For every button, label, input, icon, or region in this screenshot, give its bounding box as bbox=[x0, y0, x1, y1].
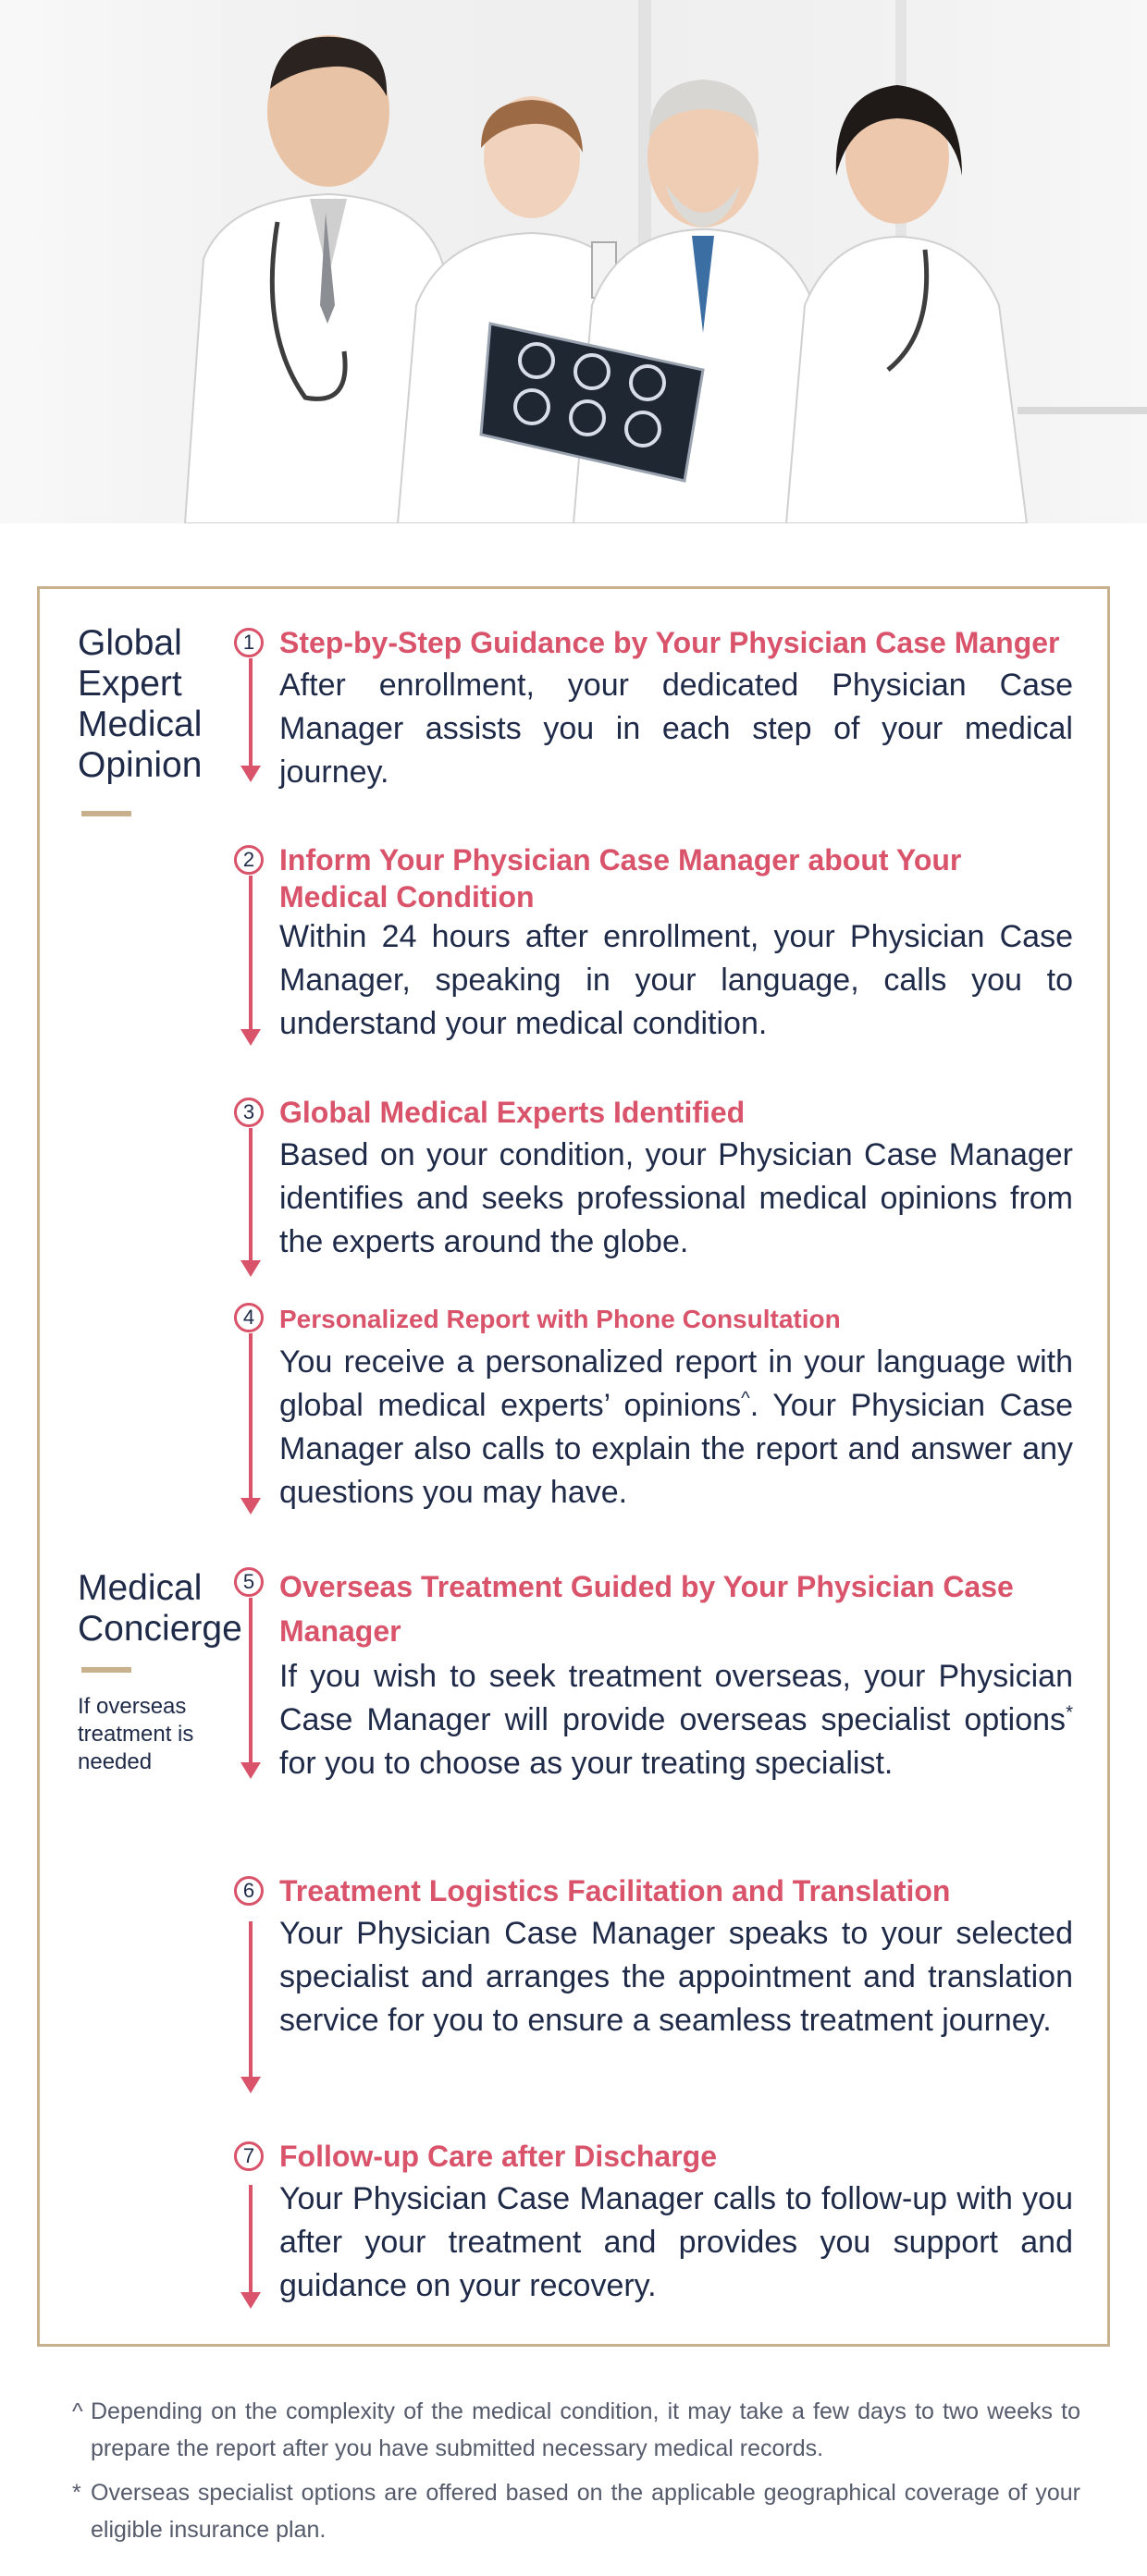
section-divider bbox=[81, 811, 131, 816]
footnote-marker: * bbox=[1066, 1702, 1073, 1723]
step-number-badge: 5 bbox=[234, 1567, 264, 1597]
step-title: Personalized Report with Phone Consultation bbox=[279, 1305, 841, 1333]
step-body: Based on your condition, your Physician Case Manager identifies and seeks professional medical opinions from the experts around the globe. bbox=[279, 1137, 1073, 1259]
step-arrow-icon bbox=[240, 2077, 261, 2093]
doctors-group-photo bbox=[0, 0, 1147, 523]
step-title: Inform Your Physician Case Manager about Your Medical Condition bbox=[279, 843, 962, 914]
step-title: Treatment Logistics Facilitation and Translation bbox=[279, 1874, 951, 1907]
step-body-text: If you wish to seek treatment overseas, your Physician Case Manager will provide overseas specialist options bbox=[279, 1659, 1073, 1737]
footnote-1 bbox=[72, 2393, 1080, 2467]
step-title: Step-by-Step Guidance by Your Physician Case Manger bbox=[279, 626, 1060, 659]
step-connector-line bbox=[249, 876, 253, 1031]
step-body bbox=[279, 1655, 1073, 1785]
step-number-badge: 1 bbox=[234, 628, 264, 657]
step-body-text: You receive a personalized report in your language with global medical experts’ opinions bbox=[279, 1344, 1073, 1423]
section-note-line: If overseas bbox=[78, 1694, 187, 1719]
footnote-text: Overseas specialist options are offered based on the applicable geographical coverage of your eligible insurance plan. bbox=[91, 2480, 1080, 2543]
header-photo bbox=[0, 0, 1147, 523]
section-label-line: Global bbox=[78, 623, 182, 663]
step-arrow-icon bbox=[240, 2292, 261, 2309]
step-arrow-icon bbox=[240, 766, 261, 782]
section-note-line: needed bbox=[78, 1749, 153, 1774]
step-connector-line bbox=[249, 1333, 253, 1500]
footnote-text: Depending on the complexity of the medical condition, it may take a few days to two weeks to prepare the report after you have submitted necessary medical records. bbox=[91, 2398, 1080, 2461]
step-connector-line bbox=[249, 2185, 253, 2294]
step-title: Follow-up Care after Discharge bbox=[279, 2140, 717, 2173]
step-connector-line bbox=[249, 1598, 253, 1764]
section-label-line: Medical bbox=[78, 705, 203, 744]
step-body: After enrollment, your dedicated Physician Case Manager assists you in each step of your medical journey. bbox=[279, 668, 1073, 790]
step-body bbox=[279, 1341, 1073, 1515]
step-body: Your Physician Case Manager speaks to your selected specialist and arranges the appointment and translation service for you to ensure a seamless treatment journey. bbox=[279, 1916, 1073, 2038]
step-body-text: for you to choose as your treating specialist. bbox=[279, 1746, 894, 1781]
footnote-mark: ^ bbox=[72, 2398, 83, 2424]
step-number-badge: 6 bbox=[234, 1876, 264, 1906]
section-label-line: Opinion bbox=[78, 745, 203, 785]
section-note-overseas bbox=[78, 1693, 193, 1776]
step-number-badge: 7 bbox=[234, 2141, 264, 2171]
step-connector-line bbox=[249, 658, 253, 767]
footnote-2 bbox=[72, 2474, 1080, 2548]
step-arrow-icon bbox=[240, 1029, 261, 1046]
step-body: Within 24 hours after enrollment, your Physician Case Manager, speaking in your language, calls you to understand your medical condition. bbox=[279, 919, 1073, 1041]
step-connector-line bbox=[249, 1921, 253, 2079]
section-label-medical-concierge bbox=[78, 1568, 242, 1650]
section-note-line: treatment is bbox=[78, 1722, 194, 1747]
section-divider bbox=[81, 1667, 131, 1673]
step-number-badge: 2 bbox=[234, 845, 264, 875]
step-arrow-icon bbox=[240, 1260, 261, 1277]
section-label-line: Expert bbox=[78, 664, 182, 704]
step-arrow-icon bbox=[240, 1498, 261, 1515]
step-number-badge: 3 bbox=[234, 1098, 264, 1127]
step-connector-line bbox=[249, 1128, 253, 1262]
step-body: Your Physician Case Manager calls to follow-up with you after your treatment and provides you support and guidance on your recovery. bbox=[279, 2181, 1073, 2303]
footnote-marker: ^ bbox=[741, 1388, 750, 1409]
footnote-mark: * bbox=[72, 2480, 81, 2506]
section-label-global-expert-medical-opinion bbox=[78, 623, 202, 786]
section-label-line: Medical bbox=[78, 1568, 203, 1608]
step-number-badge: 4 bbox=[234, 1303, 264, 1332]
step-title: Global Medical Experts Identified bbox=[279, 1096, 746, 1129]
section-label-line: Concierge bbox=[78, 1609, 242, 1649]
step-title: Overseas Treatment Guided by Your Physician Case Manager bbox=[279, 1570, 1014, 1648]
step-body-text: . Your Physician Case Manager also calls to explain the report and answer any questions you may have. bbox=[279, 1388, 1073, 1510]
step-arrow-icon bbox=[240, 1762, 261, 1779]
